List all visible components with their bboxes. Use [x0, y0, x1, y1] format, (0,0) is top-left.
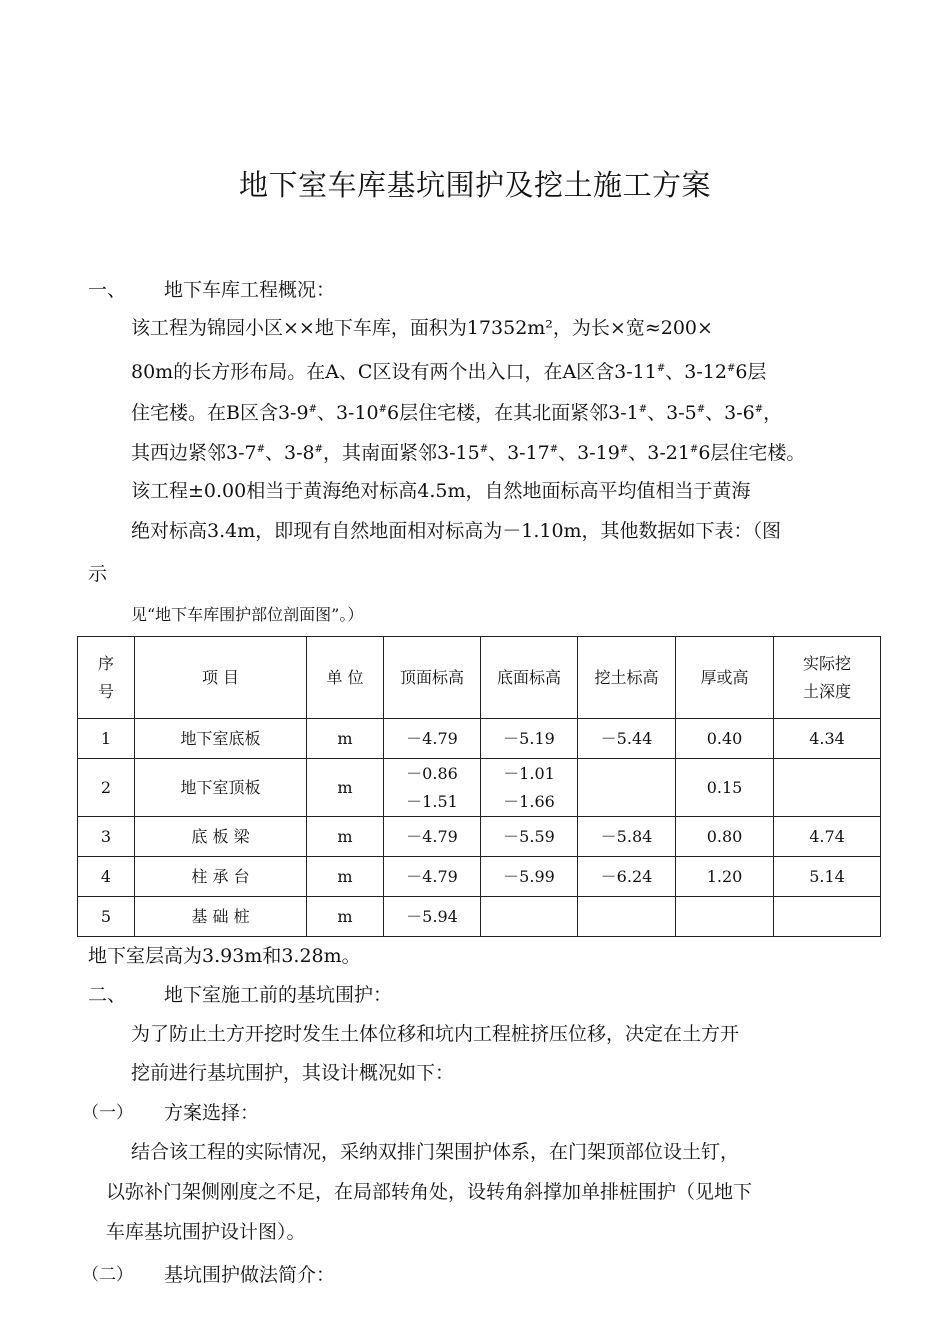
text-span: ，	[763, 402, 783, 424]
text-span: 6层住宅楼，在其北面紧邻3-1	[387, 402, 639, 424]
table-cell: 基 础 桩	[135, 897, 307, 937]
table-cell	[676, 897, 774, 937]
table-cell: －5.44	[578, 719, 676, 759]
table-cell	[578, 897, 676, 937]
header-bottom-elevation: 底面标高	[481, 637, 578, 719]
table-cell: m	[307, 857, 384, 897]
header-top-elevation: 顶面标高	[384, 637, 481, 719]
paragraph-line: 挖前进行基坑围护，其设计概况如下：	[131, 1062, 455, 1084]
superscript: #	[696, 404, 706, 415]
table-cell: －4.79	[384, 857, 481, 897]
paragraph-line: 为了防止土方开挖时发生土体位移和坑内工程桩挤压位移，决定在土方开	[131, 1023, 740, 1045]
paragraph-line: 示	[88, 563, 108, 585]
text-span: 、3-6	[705, 402, 755, 424]
header-seq: 序 号	[78, 637, 135, 719]
table-header-row	[78, 637, 881, 719]
section-2-number: 二、	[88, 984, 127, 1006]
text-span: 、3-8	[265, 442, 315, 464]
paragraph-line	[131, 357, 766, 384]
text-span: 、3-17	[488, 442, 550, 464]
superscript: #	[256, 444, 265, 455]
subsection-1-number: （一）	[82, 1103, 133, 1123]
table-cell: 底 板 梁	[135, 817, 307, 857]
superscript: #	[314, 444, 323, 455]
paragraph-line: 绝对标高3.4m，即现有自然地面相对标高为－1.10m，其他数据如下表：（图	[131, 520, 782, 542]
superscript: #	[726, 363, 736, 374]
table-cell: －4.79	[384, 817, 481, 857]
subsection-1-heading: 方案选择：	[164, 1102, 260, 1124]
superscript: #	[378, 404, 388, 415]
section-1-number: 一、	[88, 279, 127, 301]
table-cell	[774, 897, 881, 937]
header-excavation-elevation: 挖土标高	[578, 637, 676, 719]
floor-height-note: 地下室层高为3.93m和3.28m。	[88, 945, 361, 967]
table-cell: 1	[78, 719, 135, 759]
text-span: 80m的长方形布局。在A、C区设有两个出入口，在A区含3-11	[131, 361, 657, 383]
table-cell: m	[307, 759, 384, 817]
header-unit: 单 位	[307, 637, 384, 719]
table-cell: 地下室底板	[135, 719, 307, 759]
superscript: #	[619, 444, 629, 455]
table-cell: m	[307, 719, 384, 759]
superscript: #	[479, 444, 489, 455]
text-span: ，其南面紧邻3-15	[323, 442, 480, 464]
table-cell: 0.80	[676, 817, 774, 857]
table-cell: 5.14	[774, 857, 881, 897]
table-cell: 4.34	[774, 719, 881, 759]
superscript: #	[656, 363, 666, 374]
figure-reference-note: 见“地下车库围护部位剖面图”。）	[131, 605, 364, 624]
header-item: 项 目	[135, 637, 307, 719]
table-cell	[481, 897, 578, 937]
text-span: 其西边紧邻3-7	[131, 442, 257, 464]
table-cell: －5.19	[481, 719, 578, 759]
table-row	[78, 897, 881, 937]
superscript: #	[308, 404, 317, 415]
table-cell: 地下室顶板	[135, 759, 307, 817]
paragraph-line: 车库基坑围护设计图）。	[106, 1221, 306, 1243]
table-row	[78, 759, 881, 817]
text-span: 6层住宅楼。	[698, 442, 806, 464]
table-cell: m	[307, 897, 384, 937]
paragraph-line: 该工程±0.00相当于黄海绝对标高4.5m，自然地面标高平均值相当于黄海	[131, 480, 751, 502]
table-cell: －6.24	[578, 857, 676, 897]
table-cell: －1.01 －1.66	[481, 759, 578, 817]
table-cell: －0.86 －1.51	[384, 759, 481, 817]
table-cell: 5	[78, 897, 135, 937]
header-thickness: 厚或高	[676, 637, 774, 719]
section-2-heading: 地下室施工前的基坑围护：	[164, 984, 393, 1006]
superscript: #	[754, 404, 764, 415]
table-cell: 0.15	[676, 759, 774, 817]
text-span: 、3-21	[628, 442, 690, 464]
text-span: 住宅楼。在B区含3-9	[131, 402, 309, 424]
text-span: 、3-5	[647, 402, 697, 424]
table-row	[78, 719, 881, 759]
text-span: 、3-10	[316, 402, 379, 424]
subsection-2-number: （二）	[82, 1265, 133, 1285]
table-cell: －5.59	[481, 817, 578, 857]
table-cell	[578, 759, 676, 817]
table-cell: －5.84	[578, 817, 676, 857]
text-span: 、3-19	[558, 442, 620, 464]
table-row	[78, 817, 881, 857]
paragraph-line: 以弥补门架侧刚度之不足，在局部转角处，设转角斜撑加单排桩围护（见地下	[106, 1181, 753, 1203]
table-cell: 4	[78, 857, 135, 897]
table-cell: 0.40	[676, 719, 774, 759]
table-cell: －5.99	[481, 857, 578, 897]
section-1-heading: 地下车库工程概况：	[164, 279, 336, 301]
table-cell: 2	[78, 759, 135, 817]
table-cell: －5.94	[384, 897, 481, 937]
table-cell: 4.74	[774, 817, 881, 857]
superscript: #	[638, 404, 648, 415]
subsection-2-heading: 基坑围护做法简介：	[164, 1264, 336, 1286]
page-title: 地下室车库基坑围护及挖土施工方案	[238, 168, 711, 202]
table-cell: 柱 承 台	[135, 857, 307, 897]
table-row	[78, 857, 881, 897]
table-cell: 1.20	[676, 857, 774, 897]
paragraph-line	[131, 438, 805, 465]
table-cell: m	[307, 817, 384, 857]
elevation-table	[77, 636, 881, 937]
header-actual-depth: 实际挖 土深度	[774, 637, 881, 719]
table-cell: 3	[78, 817, 135, 857]
paragraph-line	[131, 398, 782, 425]
table-cell	[774, 759, 881, 817]
superscript: #	[689, 444, 699, 455]
superscript: #	[549, 444, 559, 455]
text-span: 6层	[735, 361, 767, 383]
paragraph-line: 该工程为锦园小区××地下车库，面积为17352m²，为长×宽≈200×	[131, 317, 713, 339]
table-cell: －4.79	[384, 719, 481, 759]
text-span: 、3-12	[665, 361, 727, 383]
paragraph-line: 结合该工程的实际情况，采纳双排门架围护体系，在门架顶部位设土钉，	[131, 1141, 740, 1163]
